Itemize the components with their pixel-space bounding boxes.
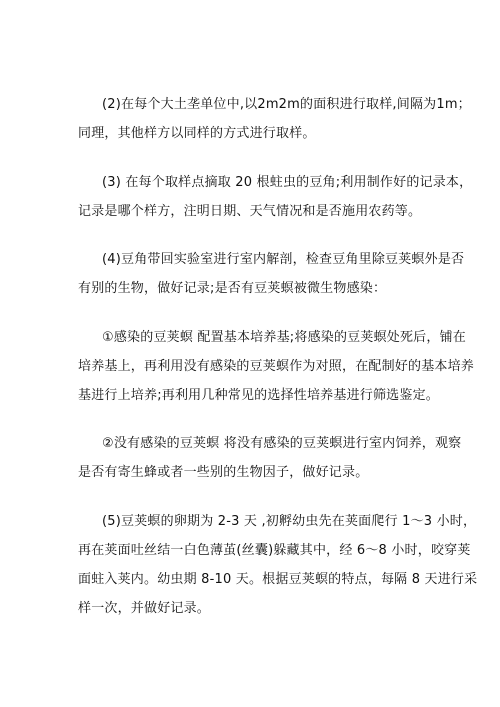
text-line: 再在荚面吐丝结一白色薄茧(丝囊)躲藏其中，经 6～8 小时，咬穿荚 bbox=[78, 543, 471, 558]
paragraph-uninfected-borer bbox=[78, 429, 462, 487]
paragraph-lab-dissection bbox=[78, 245, 465, 303]
text-line: 面蛀入荚内。幼虫期 8-10 天。根据豆荚螟的特点，每隔 8 天进行采 bbox=[78, 572, 478, 587]
text-line: 培养基上，再利用没有感染的豆荚螟作为对照，在配制好的基本培养 bbox=[78, 359, 475, 374]
text-line: 样一次，并做好记录。 bbox=[78, 601, 211, 616]
text-line: 基进行上培养;再利用几种常见的选择性培养基进行筛选鉴定。 bbox=[78, 388, 439, 403]
text-line: 记录是哪个样方，注明日期、天气情况和是否施用农药等。 bbox=[78, 204, 422, 219]
text-line: 同理，其他样方以同样的方式进行取样。 bbox=[78, 126, 316, 141]
text-line: 有别的生物，做好记录;是否有豆荚螟被微生物感染： bbox=[78, 281, 387, 296]
paragraph-infected-borer bbox=[78, 323, 475, 410]
text-line: 是否有寄生蜂或者一些别的生物因子，做好记录。 bbox=[78, 465, 369, 480]
paragraph-sampling-points bbox=[78, 168, 473, 226]
text-line: (4)豆角带回实验室进行室内解剖，检查豆角里除豆荚螟外是否 bbox=[102, 252, 465, 267]
text-line: ②没有感染的豆荚螟 将没有感染的豆荚螟进行室内饲养，观察 bbox=[102, 436, 462, 451]
text-line: (5)豆荚螟的卵期为 2-3 天 ,初孵幼虫先在荚面爬行 1～3 小时， bbox=[102, 514, 477, 529]
paragraph-sampling-layout bbox=[78, 90, 471, 148]
text-line: ①感染的豆荚螟 配置基本培养基;将感染的豆荚螟处死后，铺在 bbox=[102, 330, 466, 345]
paragraph-borer-lifecycle bbox=[78, 507, 478, 623]
text-line: (2)在每个大土垄单位中,以2m2m的面积进行取样,间隔为1m； bbox=[102, 97, 471, 112]
text-line: (3) 在每个取样点摘取 20 根蛀虫的豆角;利用制作好的记录本， bbox=[102, 175, 473, 190]
